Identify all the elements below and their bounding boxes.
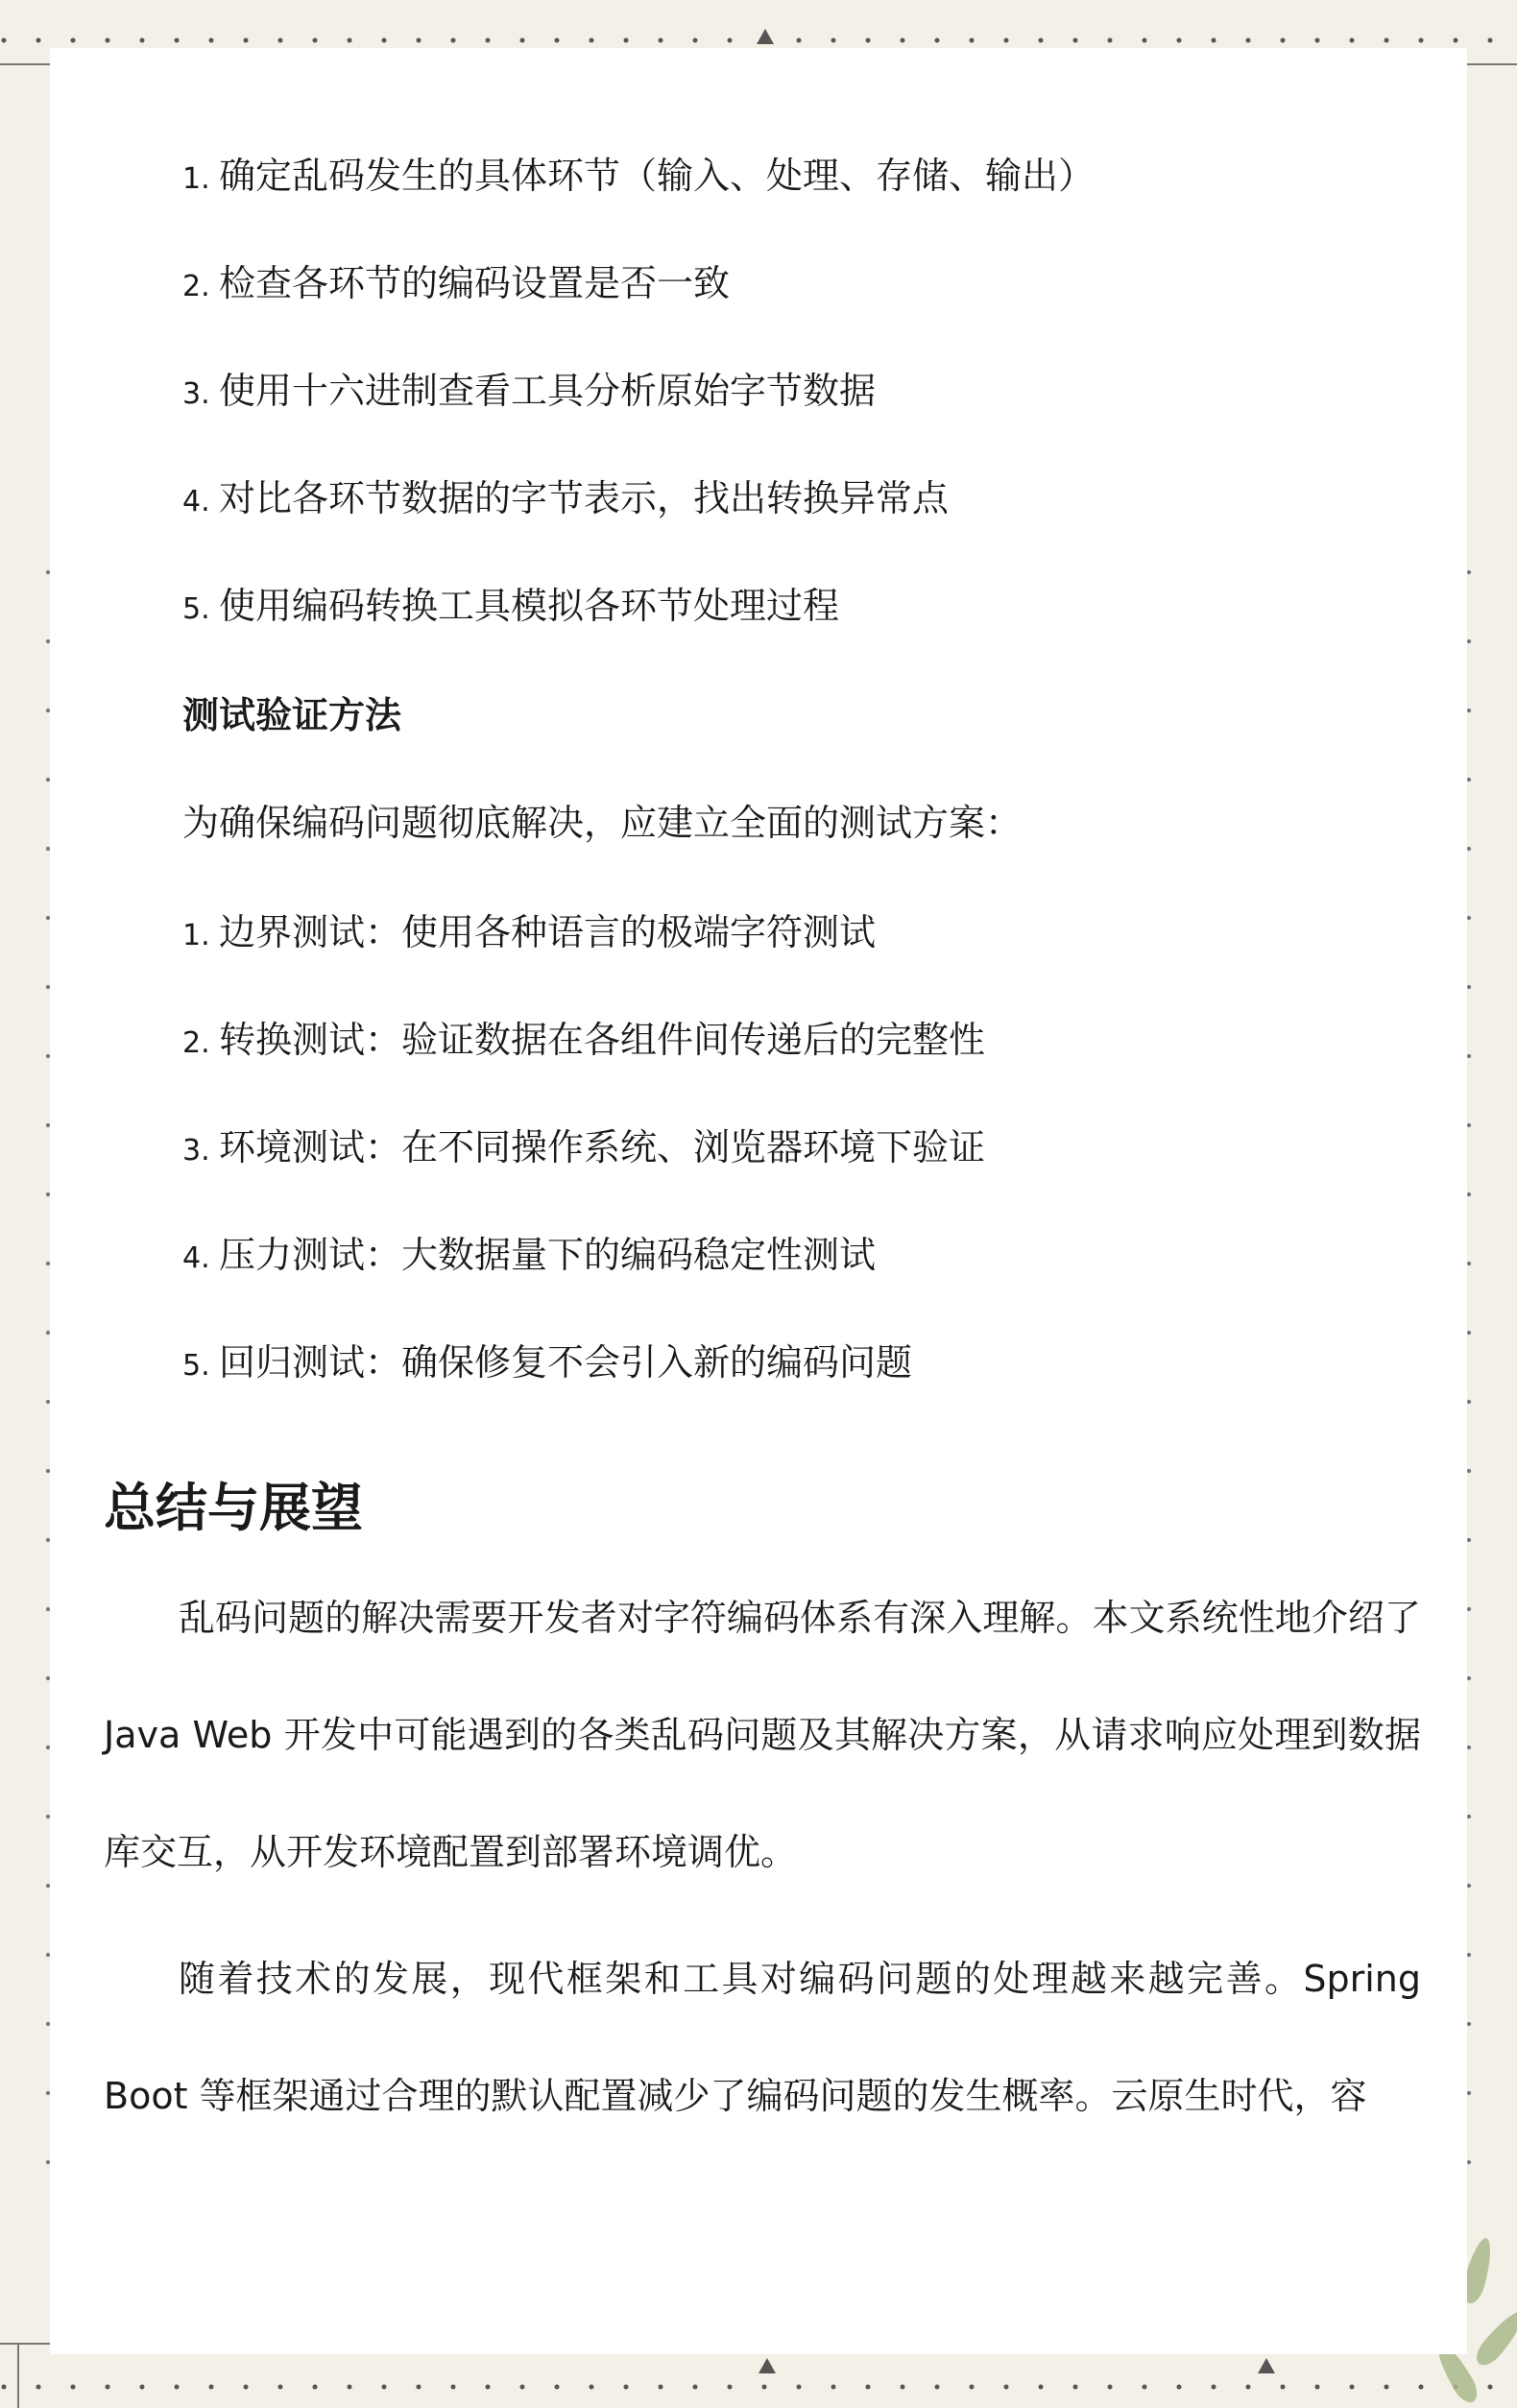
- list-item-number: 1.: [182, 162, 210, 196]
- list-item-number: 3.: [182, 377, 210, 411]
- decorative-corner-line: [0, 2343, 50, 2345]
- list-item: [182, 1231, 876, 1283]
- decorative-triangle-icon: [757, 29, 774, 44]
- list-item-number: 1.: [182, 919, 210, 952]
- decorative-triangle-icon: [1258, 2358, 1275, 2373]
- list-item-number: 4.: [182, 1241, 210, 1275]
- list-item-number: 4.: [182, 485, 210, 518]
- list-item-text: 使用十六进制查看工具分析原始字节数据: [219, 370, 877, 412]
- section-intro-text: 为确保编码问题彻底解决，应建立全面的测试方案：: [182, 802, 1023, 844]
- list-item: [182, 367, 876, 419]
- list-item: [182, 1016, 985, 1068]
- list-item: [182, 1338, 912, 1390]
- list-item: [182, 259, 730, 311]
- summary-paragraph-1: 乱码问题的解决需要开发者对字符编码体系有深入理解。本文系统性地介绍了 Java Web 开发中可能遇到的各类乱码问题及其解决方案，从请求响应处理到数据库交互，从开发环境配置到部署环境调优。: [104, 1597, 1421, 1873]
- list-item: [182, 582, 839, 634]
- list-item: [182, 1123, 985, 1175]
- leaf-icon: [1471, 2305, 1517, 2371]
- list-item-text: 检查各环节的编码设置是否一致: [219, 262, 731, 304]
- decorative-corner-line: [1467, 63, 1517, 65]
- decorative-triangle-icon: [758, 2358, 776, 2373]
- list-item-text: 确定乱码发生的具体环节（输入、处理、存储、输出）: [219, 155, 1096, 197]
- decorative-dotted-border-bottom: [0, 2368, 1517, 2406]
- list-item-number: 5.: [182, 592, 210, 626]
- list-item-text: 压力测试：大数据量下的编码稳定性测试: [219, 1234, 877, 1276]
- list-item-text: 使用编码转换工具模拟各环节处理过程: [219, 585, 840, 627]
- list-item: [182, 908, 876, 960]
- list-item-text: 对比各环节数据的字节表示，找出转换异常点: [219, 477, 950, 519]
- section-title: 总结与展望: [104, 1478, 363, 1538]
- list-item-number: 2.: [182, 270, 210, 303]
- decorative-corner-line: [0, 63, 50, 65]
- list-item: [182, 152, 1095, 204]
- list-item-text: 回归测试：确保修复不会引入新的编码问题: [219, 1341, 913, 1384]
- list-item-text: 边界测试：使用各种语言的极端字符测试: [219, 911, 877, 953]
- list-item-number: 5.: [182, 1349, 210, 1383]
- list-item-number: 2.: [182, 1026, 210, 1060]
- list-item: [182, 474, 949, 526]
- summary-paragraph-2: 随着技术的发展，现代框架和工具对编码问题的处理越来越完善。Spring Boot 等框架通过合理的默认配置减少了编码问题的发生概率。云原生时代，容: [104, 1958, 1421, 2117]
- decorative-corner-line: [17, 2343, 19, 2408]
- list-item-text: 环境测试：在不同操作系统、浏览器环境下验证: [219, 1126, 986, 1168]
- list-item-text: 转换测试：验证数据在各组件间传递后的完整性: [219, 1019, 986, 1061]
- list-item-number: 3.: [182, 1134, 210, 1168]
- section-subheading: 测试验证方法: [182, 694, 402, 736]
